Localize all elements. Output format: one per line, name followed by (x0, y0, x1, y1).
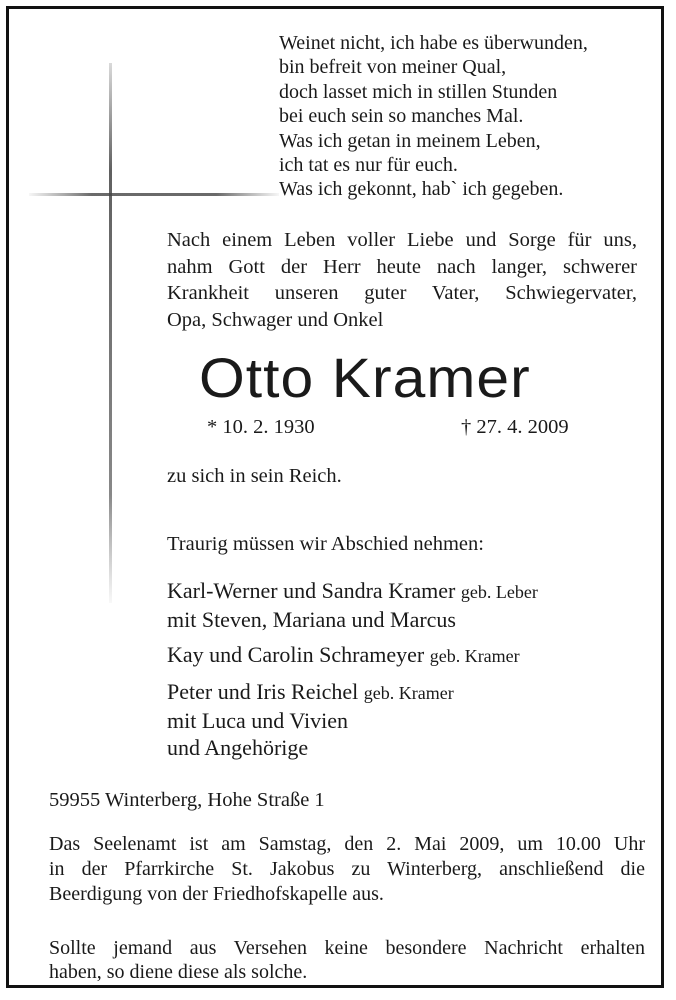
poem (279, 31, 588, 202)
intro-line: Krankheit unseren guter Vater, Schwiegervater, (167, 282, 637, 304)
family-name: Peter und Iris Reichel (167, 679, 359, 704)
family-entry (167, 734, 538, 761)
poem-line: Was ich getan in meinem Leben, (279, 129, 541, 152)
birth-date: * 10. 2. 1930 (207, 416, 315, 438)
family-entry (167, 678, 538, 707)
poem-line: bei euch sein so manches Mal. (279, 105, 524, 128)
intro-line: nahm Gott der Herr heute nach langer, schwerer (167, 255, 637, 278)
poem-line: doch lasset mich in stillen Stunden (279, 80, 558, 103)
family-list (167, 577, 538, 761)
service-line: Beerdigung von der Friedhofskapelle aus. (49, 883, 384, 905)
mourning-line: Traurig müssen wir Abschied nehmen: (167, 533, 484, 555)
service-line: Das Seelenamt ist am Samstag, den 2. Mai 2009, um 10.00 Uhr (49, 833, 645, 855)
family-note: geb. Kramer (363, 683, 454, 703)
family-entry (167, 577, 538, 606)
address: 59955 Winterberg, Hohe Straße 1 (49, 789, 325, 811)
poem-line: Weinet nicht, ich habe es überwunden, (279, 32, 588, 54)
death-date: † 27. 4. 2009 (461, 416, 569, 438)
family-name: und Angehörige (167, 735, 309, 760)
poem-line: bin befreit von meiner Qual, (279, 56, 507, 79)
family-name: mit Steven, Mariana und Marcus (167, 607, 456, 632)
obituary-notice (6, 6, 664, 988)
family-entry (167, 606, 538, 633)
cross-icon (29, 63, 279, 603)
family-name: Kay und Carolin Schrameyer (167, 642, 425, 667)
family-entry (167, 707, 538, 734)
service-line: in der Pfarrkirche St. Jakobus zu Winterberg, anschließend die (49, 858, 645, 880)
poem-line: ich tat es nur für euch. (279, 154, 458, 177)
service-info (49, 832, 645, 907)
after-name-text: zu sich in sein Reich. (167, 465, 342, 487)
closing-note (49, 936, 645, 984)
closing-line: Sollte jemand aus Versehen keine besondere Nachricht erhalten (49, 937, 645, 959)
family-entry (167, 641, 538, 670)
intro-line: Nach einem Leben voller Liebe und Sorge für uns, (167, 229, 637, 251)
deceased-name: Otto Kramer (199, 346, 531, 409)
closing-line: haben, so diene diese als solche. (49, 961, 308, 983)
family-name: mit Luca und Vivien (167, 708, 348, 733)
poem-line: Was ich gekonnt, hab` ich gegeben. (279, 178, 564, 201)
family-name: Karl-Werner und Sandra Kramer (167, 578, 456, 603)
intro-line: Opa, Schwager und Onkel (167, 308, 384, 331)
family-note: geb. Kramer (429, 646, 520, 666)
family-note: geb. Leber (460, 582, 538, 602)
intro-paragraph (167, 227, 637, 333)
